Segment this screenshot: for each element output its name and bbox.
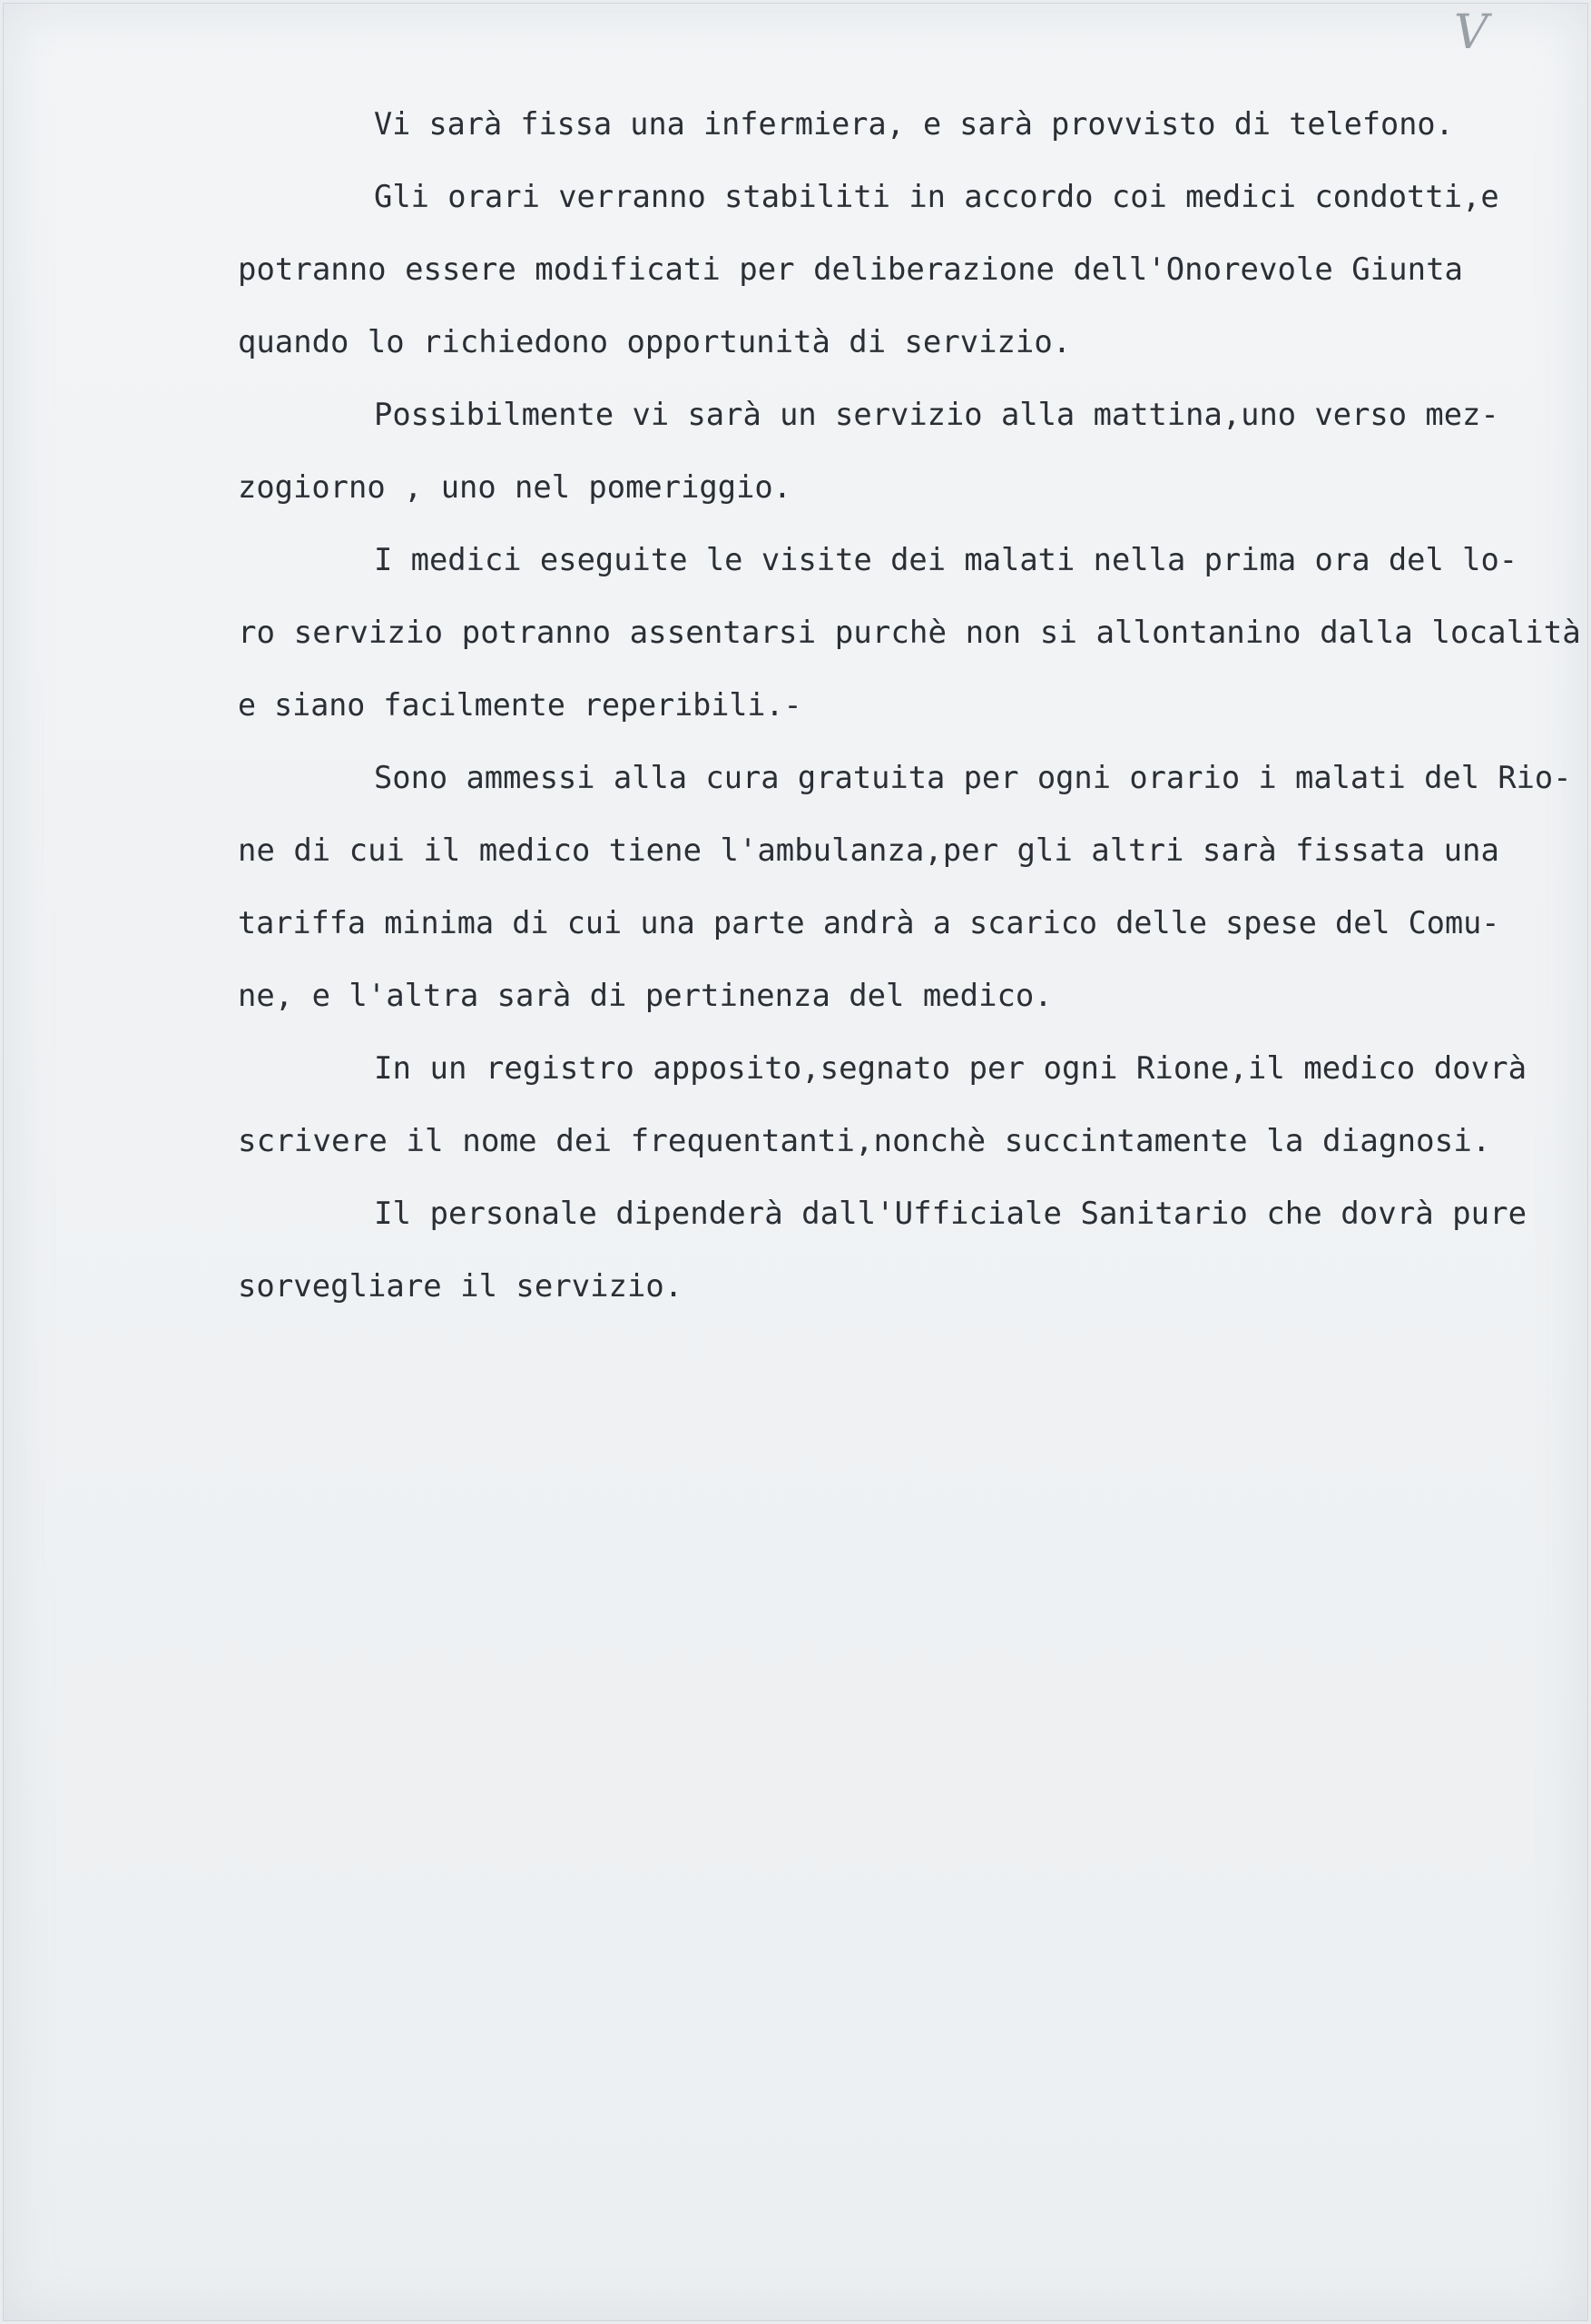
text-line: sorvegliare il servizio.	[238, 1268, 683, 1305]
text-line: Il personale dipenderà dall'Ufficiale Sanitario che dovrà pure	[374, 1196, 1527, 1232]
text-line: Vi sarà fissa una infermiera, e sarà provvisto di telefono.	[374, 106, 1454, 143]
text-line: scrivere il nome dei frequentanti,nonchè succintamente la diagnosi.	[238, 1123, 1491, 1159]
text-line: ro servizio potranno assentarsi purchè non si allontanino dalla località	[238, 615, 1581, 651]
text-line: Sono ammessi alla cura gratuita per ogni orario i malati del Rio-	[374, 760, 1572, 796]
text-line: ne di cui il medico tiene l'ambulanza,per gli altri sarà fissata una	[238, 832, 1499, 869]
document-page	[3, 3, 1588, 2321]
text-line: ne, e l'altra sarà di pertinenza del medico.	[238, 978, 1053, 1014]
page-number: V	[1454, 5, 1488, 60]
text-line: In un registro apposito,segnato per ogni Rione,il medico dovrà	[374, 1050, 1527, 1087]
text-line: I medici eseguite le visite dei malati nella prima ora del lo-	[374, 542, 1518, 578]
text-line: quando lo richiedono opportunità di servizio.	[238, 324, 1072, 360]
text-line: e siano facilmente reperibili.-	[238, 687, 802, 724]
text-line: zogiorno , uno nel pomeriggio.	[238, 469, 792, 506]
text-line: Gli orari verranno stabiliti in accordo coi medici condotti,e	[374, 179, 1499, 215]
text-line: Possibilmente vi sarà un servizio alla mattina,uno verso mez-	[374, 397, 1499, 433]
text-line: potranno essere modificati per deliberazione dell'Onorevole Giunta	[238, 251, 1464, 288]
text-line: tariffa minima di cui una parte andrà a scarico delle spese del Comu-	[238, 905, 1500, 941]
